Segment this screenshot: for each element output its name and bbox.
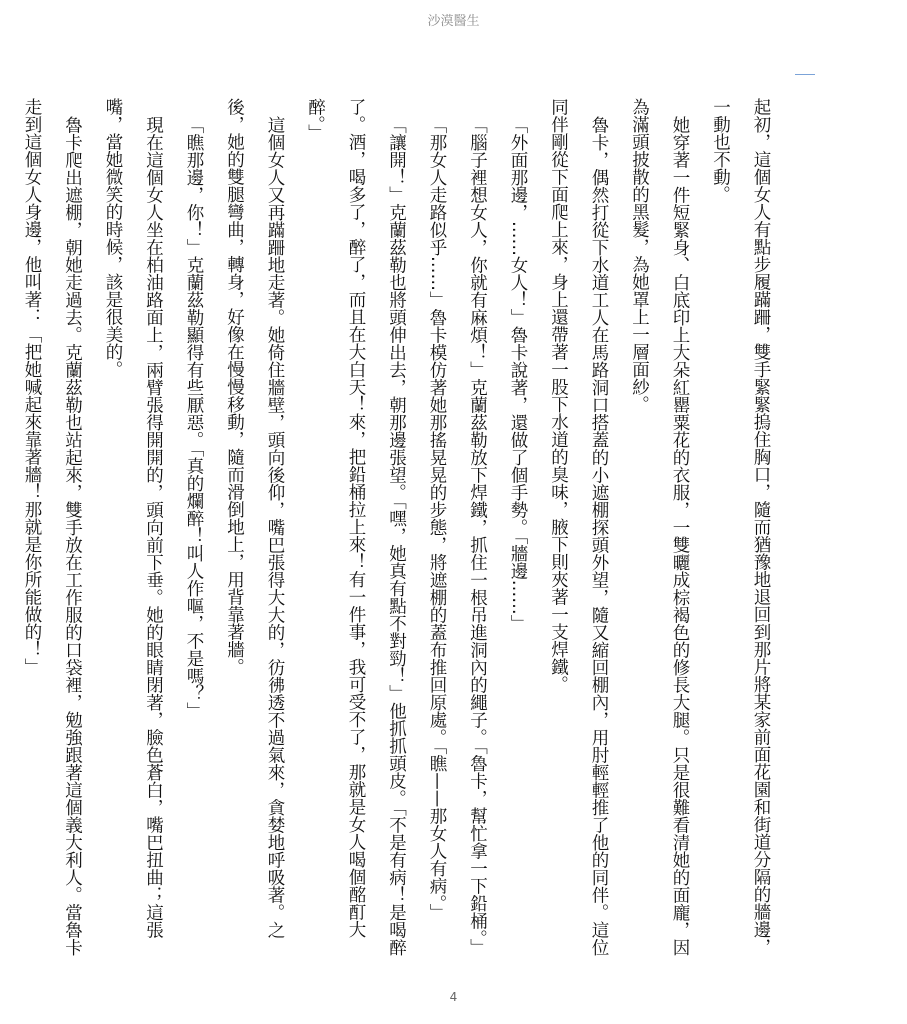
vertical-text-body <box>22 98 781 968</box>
paragraph: 「讓開！」克蘭茲勒也將頭伸出去，朝那邊張望。「嘿，她真有點不對勁！」他抓抓頭皮。「不是有病！是喝醉了。酒，喝多了，醉了，而且在大白天！來，把鉛桶拉上來！有一件事，我可受不了，那就是女人喝個酩酊大醉。」 <box>305 98 407 956</box>
paragraph: 魯卡，偶然打從下水道工人在馬路洞口搭蓋的小遮棚探頭外望，隨又縮回棚內，用肘輕輕推了他的同伴。這位同伴剛從下面爬上來，身上還帶著一股下水道的臭味，腋下則夾著一支焊鐵。 <box>548 98 609 956</box>
paragraph: 現在這個女人坐在柏油路面上，兩臂張得開開的，頭向前下垂。她的眼睛閉著，臉色蒼白，嘴巴扭曲；這張嘴，當她微笑的時候，該是很美的。 <box>103 98 164 938</box>
page-number: 4 <box>449 990 458 1004</box>
paragraph: 「腦子裡想女人，你就有麻煩！」克蘭茲勒放下焊鐵，抓住一根吊進洞內的繩子。「魯卡，幫忙拿一下鉛桶。」 <box>467 115 488 956</box>
bookmark-marker <box>795 74 815 75</box>
paragraph: 「那女人走路似乎……」魯卡模仿著她那搖晃晃的步態，將遮棚的蓋布推回原處。「瞧——那女人有病。」 <box>427 115 447 921</box>
book-title: 沙漠醫生 <box>427 14 480 29</box>
paragraph: 魯卡爬出遮棚，朝她走過去。克蘭茲勒也站起來，雙手放在工作服的口袋裡，勉強跟著這個義大利人。當魯卡走到這個女人身邊，他叫著：「把她喊起來靠著牆！那就是你所能做的！」 <box>22 98 83 956</box>
paragraph: 她穿著一件短緊身、白底印上大朵紅罌粟花的衣服，一雙曬成棕褐色的修長大腿。只是很難看清她的面龐，因為滿頭披散的黑髮，為她罩上一層面紗。 <box>629 98 690 956</box>
paragraph: 起初，這個女人有點步履蹣跚，雙手緊緊摀住胸口，隨而猶豫地退回到那片將某家前面花園和街道分隔的牆邊，一動也不動。 <box>710 98 771 956</box>
paragraph: 「外面那邊，……女人！」魯卡說著，還做了個手勢。「牆邊……」 <box>508 115 528 632</box>
paragraph: 這個女人又再蹣跚地走著。她倚住牆壁，頭向後仰，嘴巴張得大大的，彷彿透不過氣來，貪婪地呼吸著。之後，她的雙腿彎曲，轉身，好像在慢慢移動，隨而滑倒地上，用背靠著牆。 <box>224 98 285 938</box>
paragraph: 「瞧那邊，你！」克蘭茲勒顯得有些厭惡。「真的爛醉！叫人作嘔，不是嗎？」 <box>184 115 204 720</box>
